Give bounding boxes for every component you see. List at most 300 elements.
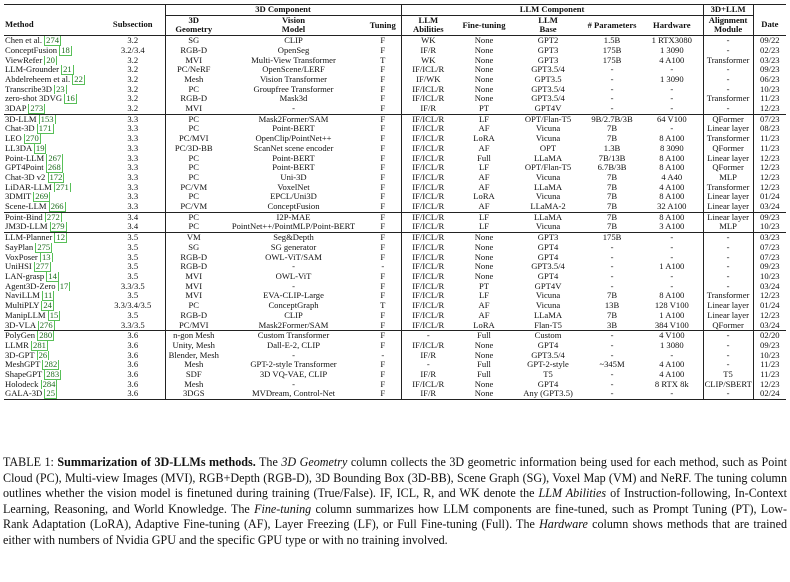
cell-alignment-module: - [703,75,753,85]
cell-tuning: F [380,182,386,192]
citation-link[interactable]: 270 [25,134,39,144]
citation-link[interactable]: 25 [46,389,55,399]
cell-hardware: - [670,252,674,262]
header-tuning: Tuning [365,15,401,35]
cell-subsection: 3.3 [101,114,165,124]
table-row [4,36,786,46]
cell-parameters: 7B [607,222,618,232]
cell-llm-base: GPT4 [537,242,559,252]
cell-date: 01/24 [753,301,786,311]
cell-hardware: 8 A100 [659,134,685,144]
cell-hardware: 4 A100 [659,370,685,380]
cell-method [4,192,101,202]
cell-geometry: PC [165,301,222,311]
cell-alignment-module: Transformer [703,183,753,193]
cell-date: 10/23 [753,85,786,95]
cell-parameters: - [583,331,641,341]
citation-link[interactable]: 171 [38,124,52,134]
table-row [4,291,786,301]
citation-link[interactable]: 273 [30,104,44,114]
citation-link[interactable]: 23 [56,84,65,94]
cell-llm-base: LLaMA [533,310,563,320]
table-row [4,321,786,331]
citation-link[interactable]: 13 [41,252,51,262]
cell-alignment-module: T5 [703,370,753,380]
cell-llm-base: OPT/Flan-T5 [513,114,583,124]
cell-llm-base: Custom [513,331,583,341]
table-body [4,36,786,400]
citation-link[interactable]: 172 [49,172,63,182]
method-name: 3DMIT [5,192,32,202]
cell-method [4,36,101,46]
cell-alignment-module: - [703,233,753,243]
cell-tuning: F [380,104,386,114]
citation-link[interactable]: 12 [56,232,66,243]
cell-vision-model: Seg&Depth [222,233,365,243]
cell-parameters: 7B [607,124,618,134]
cell-hardware: - [670,271,674,281]
method-name: ViewRefer [5,55,43,65]
cell-method [4,124,101,134]
cell-llm-abilities: IF/ICL/R [401,183,455,193]
method-name: MeshGPT [5,360,41,370]
cell-llm-abilities: IF/R [401,351,455,361]
table-row [4,212,786,222]
cell-fine-tuning: None [474,242,494,252]
cell-llm-base: GPT4V [534,104,562,114]
cell-parameters: 175B [583,233,641,243]
cell-hardware: 4 A40 [661,172,683,182]
cell-method [4,134,101,144]
header-llm-base: LLM Base [513,15,583,35]
cell-date: 12/23 [753,380,786,390]
cell-llm-base: GPT3.5 [534,74,562,84]
method-name: LiDAR-LLM [5,182,52,192]
cell-tuning: F [380,252,386,262]
cell-alignment-module: Transformer [703,134,753,144]
cell-method [4,272,101,282]
cell-date: 07/23 [753,114,786,124]
citation-link[interactable]: 274 [46,35,60,46]
citation-link[interactable]: 11 [44,291,53,301]
cell-vision-model: PointNet++/PointMLP/Point-BERT [231,222,356,232]
cell-alignment-module: MLP [703,222,753,232]
cell-subsection: 3.3 [127,192,139,202]
cell-alignment-module: QFormer [703,163,753,173]
cell-llm-base: OPT [539,143,557,153]
cell-parameters: 6.7B/3B [597,163,627,173]
method-name: 3D-VLA [5,320,36,330]
cell-vision-model: OpenClip/PointNet++ [255,134,332,144]
table-row [4,233,786,243]
method-name: ManipLLM [5,310,46,320]
cell-parameters: 1.3B [603,143,621,153]
cell-parameters: 3B [607,320,618,330]
cell-fine-tuning: LoRA [473,320,495,330]
cell-parameters: - [610,350,614,360]
citation-link[interactable]: 284 [42,379,56,389]
cell-geometry: RGB-D [165,94,222,104]
cell-alignment-module: - [703,46,753,56]
cell-method [4,94,101,104]
cell-llm-abilities: WK [401,36,455,46]
cell-subsection: 3.3 [127,153,139,163]
table-caption: TABLE 1: Summarization of 3D-LLMs methods. The 3D Geometry column collects the 3D geometric information being used for each method, such as Point Cloud (PC), Multi-view Images (MVI), RGB+Depth (RGB-D), 3D Bounding Box (3D-BB), Scene Graph (SG), Voxel Map (VM) and NeRF. The tuning column outlines whether the vision model is finetuned during training (True/False). IF, ICL, R, and WK denote the LLM Abilities of Instruction-following, In-Context Learning, Reasoning, and World Knowledge. The Fine-tuning column summarizes how LLM components are fine-tuned, such as Prompt Tuning (PT), Low-Rank Adaptation (LoRA), Adaptive Fine-tuning (AF), Layer Freezing (LF), or Full Fine-tuning (Full). The Hardware column shows methods that are trained either with numbers of Nvidia GPU and the specific GPU type or with no training involved. [3,455,788,547]
cell-hardware: 8 3090 [659,143,684,153]
cell-tuning: F [380,35,386,46]
cell-geometry: n-gon Mesh [165,331,222,341]
cell-llm-abilities: IF/ICL/R [401,233,455,243]
citation-link[interactable]: 276 [39,320,53,330]
cell-llm-base: GPT4V [534,281,562,291]
cell-fine-tuning: LF [479,222,490,232]
cell-alignment-module: Linear layer [703,212,753,222]
header-parameters: # Parameters [583,15,641,35]
cell-date: 11/23 [753,370,786,380]
cell-fine-tuning: LF [455,114,513,124]
cell-parameters: 7B [607,192,618,202]
cell-subsection: 3.6 [101,389,165,399]
cell-subsection: 3.3 [127,202,139,212]
cell-hardware: 128 V100 [654,301,689,311]
table-row [4,114,786,124]
cell-geometry: PC/VM [165,183,222,193]
cell-date: 10/23 [753,351,786,361]
cell-vision-model: ConceptFusion [267,202,320,212]
cell-date: 09/23 [753,341,786,351]
cell-geometry: Unity, Mesh [165,341,222,351]
cell-geometry: PC/VM [165,202,222,212]
cell-subsection: 3.2 [127,84,139,94]
cell-hardware: 8 RTX 8k [654,379,689,389]
cell-fine-tuning: LF [479,291,490,301]
cell-hardware: - [670,94,674,104]
table-row [4,272,786,282]
citation-link[interactable]: 22 [74,74,83,84]
cell-llm-base: GPT2 [537,35,559,46]
cell-method [4,321,101,331]
column-header-row [4,15,786,35]
cell-date: 12/23 [753,311,786,321]
citation-link[interactable]: 26 [38,350,48,360]
group-header-row [4,5,786,16]
cell-fine-tuning: AF [478,310,490,320]
cell-llm-base: GPT3.5/4 [531,262,565,272]
table-row [4,75,786,85]
cell-method [4,104,101,114]
cell-vision-model: VoxelNet [277,182,310,192]
method-name: Point-Bind [5,212,43,222]
cell-llm-abilities: IF/ICL/R [401,380,455,390]
cell-fine-tuning: None [474,65,494,75]
cell-alignment-module: - [703,104,753,114]
cell-parameters: - [583,389,641,399]
table-row [4,253,786,263]
method-name: LLM-Planner [5,232,53,243]
method-name: NaviLLM [5,291,40,301]
cell-parameters: - [610,84,614,94]
cell-tuning: F [380,379,386,389]
method-name: Holodeck [5,379,39,389]
cell-fine-tuning: AF [478,202,490,212]
cell-subsection: 3.2/3.4 [120,45,145,55]
cell-parameters: 7B [607,310,618,320]
citation-link[interactable]: 281 [33,340,46,350]
cell-date: 09/22 [753,36,786,46]
cell-method [4,360,101,370]
cell-parameters: 7B [607,202,618,212]
cell-hardware: 32 A100 [657,202,687,212]
cell-hardware: - [670,84,674,94]
cell-llm-abilities: WK [401,56,455,66]
table-row [4,222,786,232]
method-name: 3D-GPT [5,350,35,360]
citation-link[interactable]: 267 [48,153,62,163]
citation-link[interactable]: 24 [43,301,52,311]
citation-link[interactable]: 272 [46,212,60,222]
cell-date: 11/23 [753,144,786,154]
method-name: LLM-Grounder [5,65,59,75]
cell-hardware: 4 V100 [641,331,703,341]
cell-llm-abilities: IF/ICL/R [401,243,455,253]
table-row [4,282,786,292]
cell-llm-abilities: IF/ICL/R [401,212,455,222]
citation-link[interactable]: 282 [44,360,58,370]
cell-llm-base: Any (GPT3.5) [513,389,583,399]
citation-link[interactable]: 21 [63,65,72,75]
cell-method [4,46,101,56]
citation-link[interactable]: 15 [49,310,59,320]
citation-link[interactable]: 277 [35,262,49,272]
method-name: GALA-3D [5,389,43,399]
cell-alignment-module: MLP [703,173,753,183]
cell-tuning: F [380,143,386,153]
cell-vision-model: EVA-CLIP-Large [263,291,324,301]
cell-parameters: - [610,74,614,84]
cell-llm-abilities: - [401,360,455,370]
cell-date: 02/20 [753,331,786,341]
cell-date: 03/24 [753,202,786,212]
cell-llm-base: Vicuna [535,222,561,232]
header-fine-tuning: Fine-tuning [455,15,513,35]
method-name: Chen et al. [5,35,42,46]
citation-link[interactable]: 16 [66,94,75,104]
cell-llm-base: Flan-T5 [534,320,562,330]
cell-tuning: F [380,153,386,163]
cell-subsection: 3.5 [127,262,139,272]
cell-fine-tuning: LF [479,163,490,173]
cell-llm-abilities: IF/R [401,389,455,399]
method-name: JM3D-LLM [5,222,48,232]
cell-tuning: F [380,94,386,104]
cell-geometry: Mesh [165,380,222,390]
method-name: UniHSI [5,262,32,272]
cell-hardware: 384 V100 [654,320,689,330]
cell-hardware: 1 3080 [659,340,684,350]
table-row [4,192,786,202]
citation-link[interactable]: 14 [48,271,57,281]
cell-geometry: PC/3D-BB [165,144,222,154]
cell-method [4,114,101,124]
cell-geometry: PC [165,163,222,173]
cell-date: 10/23 [753,222,786,232]
cell-llm-abilities: IF/ICL/R [401,173,455,183]
cell-hardware: 4 A100 [659,182,685,192]
header-geometry: 3D Geometry [165,15,222,35]
method-name: PolyGen [5,330,36,341]
citation-link[interactable]: 279 [51,222,65,232]
cell-vision-model: OWL-ViT/SAM [265,252,322,262]
cell-parameters: 7B [607,134,618,144]
citation-link[interactable]: 275 [37,242,51,252]
cell-subsection: 3.3 [127,143,139,153]
method-name: Agent3D-Zero [5,281,56,291]
cell-alignment-module: QFormer [703,144,753,154]
cell-parameters: - [610,370,614,380]
cell-vision-model: - [292,262,295,272]
cell-tuning: F [380,242,386,252]
cell-vision-model: ScanNet scene encoder [253,143,334,153]
cell-tuning: F [365,389,401,399]
cell-llm-abilities: IF/WK [401,75,455,85]
cell-tuning: F [365,114,401,124]
citation-link[interactable]: 280 [39,330,53,341]
cell-method [4,202,101,212]
cell-vision-model: Vision Transformer [259,74,328,84]
method-name: GPT4Point [5,163,44,173]
cell-llm-base: LLaMA [533,182,563,192]
cell-fine-tuning: Full [477,360,491,370]
table-row [4,85,786,95]
cell-parameters: 7B/13B [598,153,626,163]
cell-method [4,311,101,321]
cell-parameters: 175B [602,55,622,65]
cell-vision-model: OpenSeg [277,45,310,55]
cell-alignment-module: - [703,262,753,272]
cell-date: 02/23 [753,46,786,56]
cell-llm-base: GPT4 [537,271,559,281]
table-row [4,104,786,114]
cell-parameters: - [610,94,614,104]
cell-method [4,163,101,173]
cell-parameters: - [610,281,614,291]
cell-geometry: PC/MVI [165,321,222,331]
citation-link[interactable]: 18 [61,45,70,55]
method-name: 3D-LLM [5,114,37,124]
cell-hardware: 1 A100 [659,262,685,272]
cell-method [4,380,101,390]
cell-fine-tuning: None [455,233,513,243]
table-row [4,243,786,253]
method-name: 3DAP [5,104,27,114]
cell-hardware: - [670,281,674,291]
cell-subsection: 3.3 [127,134,139,144]
citation-link[interactable]: 17 [59,281,69,291]
cell-llm-abilities: IF/R [401,370,455,380]
cell-alignment-module: - [703,389,753,399]
citation-link[interactable]: 283 [46,370,60,380]
cell-llm-base: LLaMA [513,212,583,222]
cell-geometry: MVI [165,272,222,282]
citation-link[interactable]: 268 [47,163,61,173]
cell-geometry: PC [165,173,222,183]
cell-geometry: PC [165,212,222,222]
citation-link[interactable]: 271 [55,182,69,192]
method-name: Transcribe3D [5,84,52,94]
citation-link[interactable]: 19 [35,143,45,153]
method-name: VoxPoser [5,252,38,262]
table-row [4,360,786,370]
table-row [4,154,786,164]
cell-parameters: - [610,252,614,262]
cell-fine-tuning: None [474,84,494,94]
method-name: Point-LLM [5,153,45,163]
citation-link[interactable]: 153 [40,114,54,124]
cell-llm-abilities: IF/ICL/R [401,192,455,202]
cell-llm-abilities: IF/R [401,104,455,114]
cell-geometry: MVI [165,282,222,292]
cell-llm-base: T5 [543,370,553,380]
cell-method [4,389,101,399]
cell-fine-tuning: AF [478,182,490,192]
cell-fine-tuning: None [474,340,494,350]
method-name: LL3DA [5,143,32,153]
header-subsection: Subsection [101,15,165,35]
cell-subsection: 3.6 [101,331,165,341]
cell-llm-abilities: IF/ICL/R [401,341,455,351]
cell-hardware: 64 V100 [641,114,703,124]
cell-vision-model: EPCL/Uni3D [270,192,317,202]
cell-vision-model: Point-BERT [272,163,315,173]
citation-link[interactable]: 20 [46,55,55,65]
cell-vision-model: Multi-View Transformer [251,55,336,65]
group-3d-component: 3D Component [165,5,401,16]
cell-subsection: 3.2 [127,55,139,65]
table-row [4,311,786,321]
cell-vision-model: CLIP [284,310,303,320]
cell-date: 01/24 [753,192,786,202]
cell-vision-model: Mask2Former/SAM [222,114,365,124]
header-hardware: Hardware [641,15,703,35]
cell-alignment-module: Transformer [703,291,753,301]
citation-link[interactable]: 269 [35,192,49,202]
cell-tuning: F [380,45,386,55]
cell-parameters: 7B [607,182,618,192]
cell-date: 08/23 [753,124,786,134]
method-name: ShapeGPT [5,370,43,380]
citation-link[interactable]: 266 [50,202,64,212]
cell-llm-base: Vicuna [535,291,561,301]
cell-llm-base: GPT3 [537,45,559,55]
cell-tuning: F [365,233,401,243]
cell-llm-abilities: - [401,331,455,341]
cell-vision-model: MVDream, Control-Net [222,389,365,399]
cell-parameters: - [610,242,614,252]
cell-tuning: F [380,271,386,281]
cell-fine-tuning: None [474,45,494,55]
header-llm-abilities: LLM Abilities [401,15,455,35]
cell-alignment-module: Linear layer [703,154,753,164]
cell-fine-tuning: None [474,262,494,272]
cell-alignment-module: QFormer [703,321,753,331]
cell-vision-model: Groupfree Transformer [253,84,334,94]
header-method: Method [4,15,101,35]
cell-vision-model: Mask3d [279,94,308,104]
cell-fine-tuning: PT [479,104,490,114]
cell-date: 07/23 [753,253,786,263]
method-name: SayPlan [5,242,34,252]
cell-hardware: 1 3090 [659,45,684,55]
